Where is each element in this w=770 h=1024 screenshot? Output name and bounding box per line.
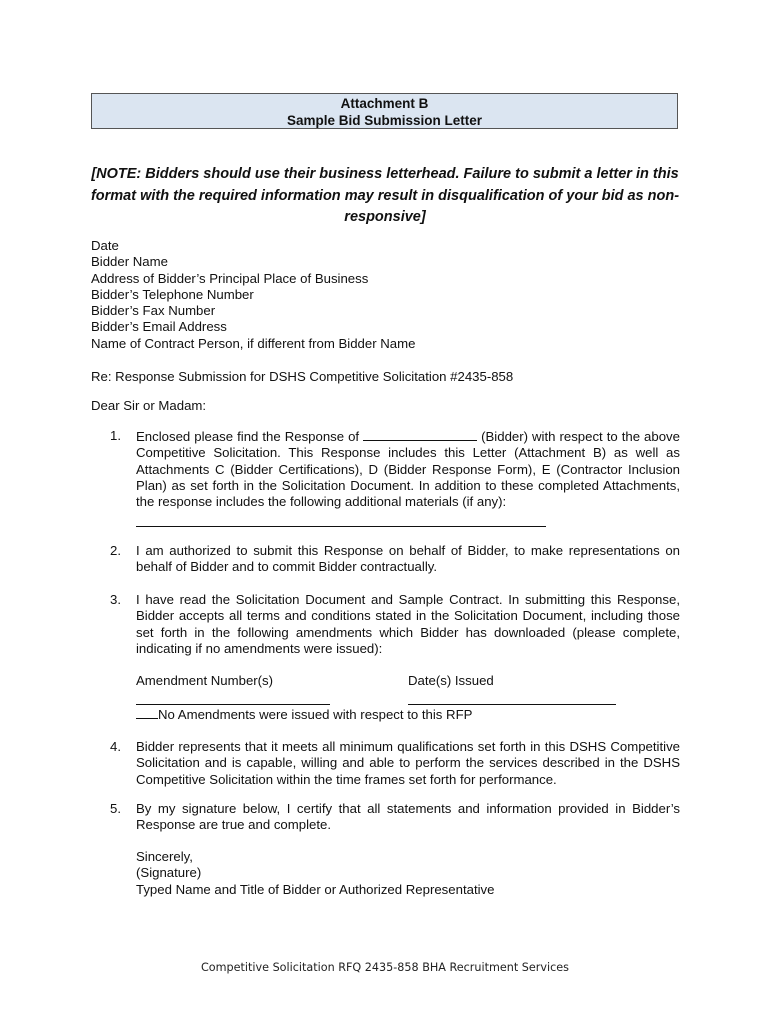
header-bidder-name: Bidder Name	[91, 254, 168, 270]
closing-block	[136, 849, 494, 898]
no-amendments-line	[136, 706, 472, 723]
header-contract-person: Name of Contract Person, if different from Bidder Name	[91, 335, 416, 351]
header-date: Date	[91, 238, 119, 253]
list-item-text: I am authorized to submit this Response on behalf of Bidder, to make representations on behalf of Bidder and to commit Bidder contractually.	[136, 543, 680, 575]
bidder-name-blank	[363, 428, 477, 441]
list-item-1	[110, 428, 680, 532]
list-item-text: Bidder represents that it meets all minimum qualifications set forth in this DSHS Competitive Solicitation and is capable, willing and able to perform the services described in the DSHS Competitive Solicitation within the time frames set forth for performance.	[136, 739, 680, 787]
closing-signature: (Signature)	[136, 865, 202, 881]
list-item-2	[110, 543, 680, 576]
list-item-number: 3.	[110, 592, 121, 607]
list-item-text: By my signature below, I certify that all statements and information provided in Bidder’s Response are true and complete.	[136, 801, 680, 833]
closing-typed-name: Typed Name and Title of Bidder or Authorized Representative	[136, 881, 495, 897]
list-item-3	[110, 592, 680, 657]
list-item-text	[136, 428, 680, 532]
subject-line: Re: Response Submission for DSHS Competitive Solicitation #2435-858	[91, 369, 514, 384]
date-issued-blank	[408, 704, 616, 705]
salutation: Dear Sir or Madam:	[91, 398, 207, 413]
amendment-number-blank	[136, 704, 330, 705]
header-telephone: Bidder’s Telephone Number	[91, 286, 254, 302]
amendment-number-label: Amendment Number(s)	[136, 673, 274, 688]
list-item-number: 4.	[110, 739, 121, 754]
bidder-note: [NOTE: Bidders should use their business letterhead. Failure to submit a letter in this format with the required information may result in disqualification of your bid as non-responsive]	[90, 166, 680, 225]
amendments-block	[136, 673, 616, 725]
document-title: Sample Bid Submission Letter	[286, 113, 483, 128]
closing-sincerely: Sincerely,	[136, 849, 193, 864]
list-item-4	[110, 739, 680, 788]
header-fax: Bidder’s Fax Number	[91, 303, 216, 319]
attachment-title-box	[91, 93, 678, 129]
no-amendments-text: No Amendments were issued with respect to this RFP	[158, 707, 473, 722]
additional-materials-blank	[136, 514, 546, 527]
list-item-text: I have read the Solicitation Document and Sample Contract. In submitting this Response, Bidder accepts all terms and conditions stated in the Solicitation Document, including those set forth in the following amendments which Bidder has downloaded (please complete, indicating if no amendments were issued):	[136, 592, 680, 656]
list-item-number: 2.	[110, 543, 121, 558]
list-item-number: 1.	[110, 428, 121, 443]
list-item-text-part-a: Enclosed please find the Response of	[136, 429, 364, 444]
letter-header-fields	[91, 238, 681, 352]
header-email: Bidder’s Email Address	[91, 319, 227, 335]
list-item-5	[110, 801, 680, 834]
page-footer: Competitive Solicitation RFQ 2435-858 BHA Recruitment Services	[200, 961, 569, 974]
header-address: Address of Bidder’s Principal Place of Business	[91, 270, 369, 286]
date-issued-label: Date(s) Issued	[408, 673, 494, 688]
no-amendments-checkbox-blank	[136, 706, 158, 719]
list-item-number: 5.	[110, 801, 121, 816]
list-item-text-part-b: (Bidder) with respect to the above Competitive Solicitation. This Response includes this Letter (Attachment B) as well as Attachments C (Bidder Certifications), D (Bidder Response Form), E (Contractor Inclusion Plan) as set forth in the Solicitation Document. In addition to these completed Attachments, the response includes the following additional materials (if any):	[136, 429, 680, 510]
attachment-label: Attachment B	[340, 96, 429, 111]
